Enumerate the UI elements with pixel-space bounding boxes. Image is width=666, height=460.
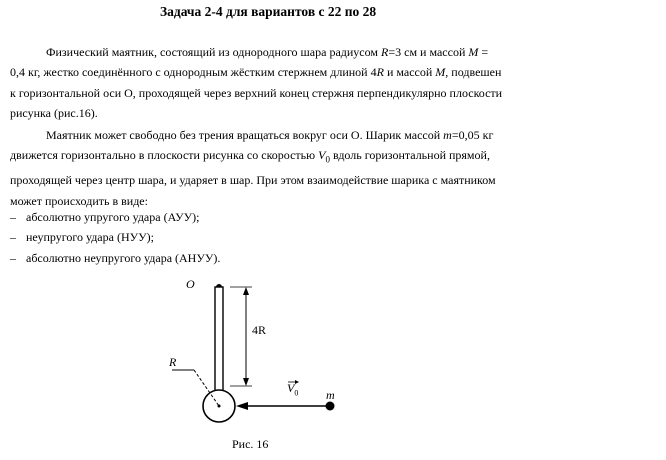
paragraph-2-line-4: может происходить в виде: <box>10 193 148 208</box>
list-item: – абсолютно неупругого удара (АНУУ). <box>10 250 221 265</box>
figure-caption: Рис. 16 <box>232 437 269 451</box>
collision-types-list <box>10 207 220 268</box>
label-m: m <box>326 388 335 402</box>
problem-title: Задача 2-4 для вариантов с 22 по 28 <box>160 4 377 19</box>
label-R: R <box>169 355 177 369</box>
label-O: O <box>186 277 195 291</box>
paragraph-1-line-1: Физический маятник, состоящий из однородного шара радиусом R=3 см и массой M = <box>46 45 489 59</box>
label-4R: 4R <box>252 323 267 337</box>
velocity-arrow-head <box>236 402 248 410</box>
dimension-arrow-up <box>243 287 249 295</box>
paragraph-1-line-4: рисунка (рис.16). <box>10 106 98 121</box>
dimension-arrow-down <box>243 378 249 386</box>
paragraph-1 <box>10 42 650 124</box>
paragraph-1-line-3: к горизонтальной оси О, проходящей через верхний конец стержня перпендикулярно плоскости <box>10 85 503 100</box>
paragraph-2-line-1: Маятник может свободно без трения вращаться вокруг оси О. Шарик массой m=0,05 кг <box>46 128 494 142</box>
label-V0: $V_0$ <box>287 381 299 398</box>
pendulum-diagram <box>160 275 360 455</box>
paragraph-2-line-2: движется горизонтально в плоскости рисунка со скоростью $V_0$ вдоль горизонтальной прямой, <box>10 148 490 165</box>
paragraph-2-line-3: проходящей через центр шара, и ударяет в шар. При этом взаимодействие шарика с маятником <box>10 173 496 188</box>
paragraph-2 <box>10 125 650 211</box>
pendulum-rod <box>215 287 223 391</box>
list-item: – абсолютно упругого удара (АУУ); <box>10 210 200 224</box>
paragraph-1-line-2: 0,4 кг, жестко соединённого с однородным жёстким стержнем длиной 4R и массой M, подвешен <box>10 65 502 80</box>
pendulum-figure <box>160 275 360 455</box>
list-item: – неупругого удара (НУУ); <box>10 230 154 245</box>
